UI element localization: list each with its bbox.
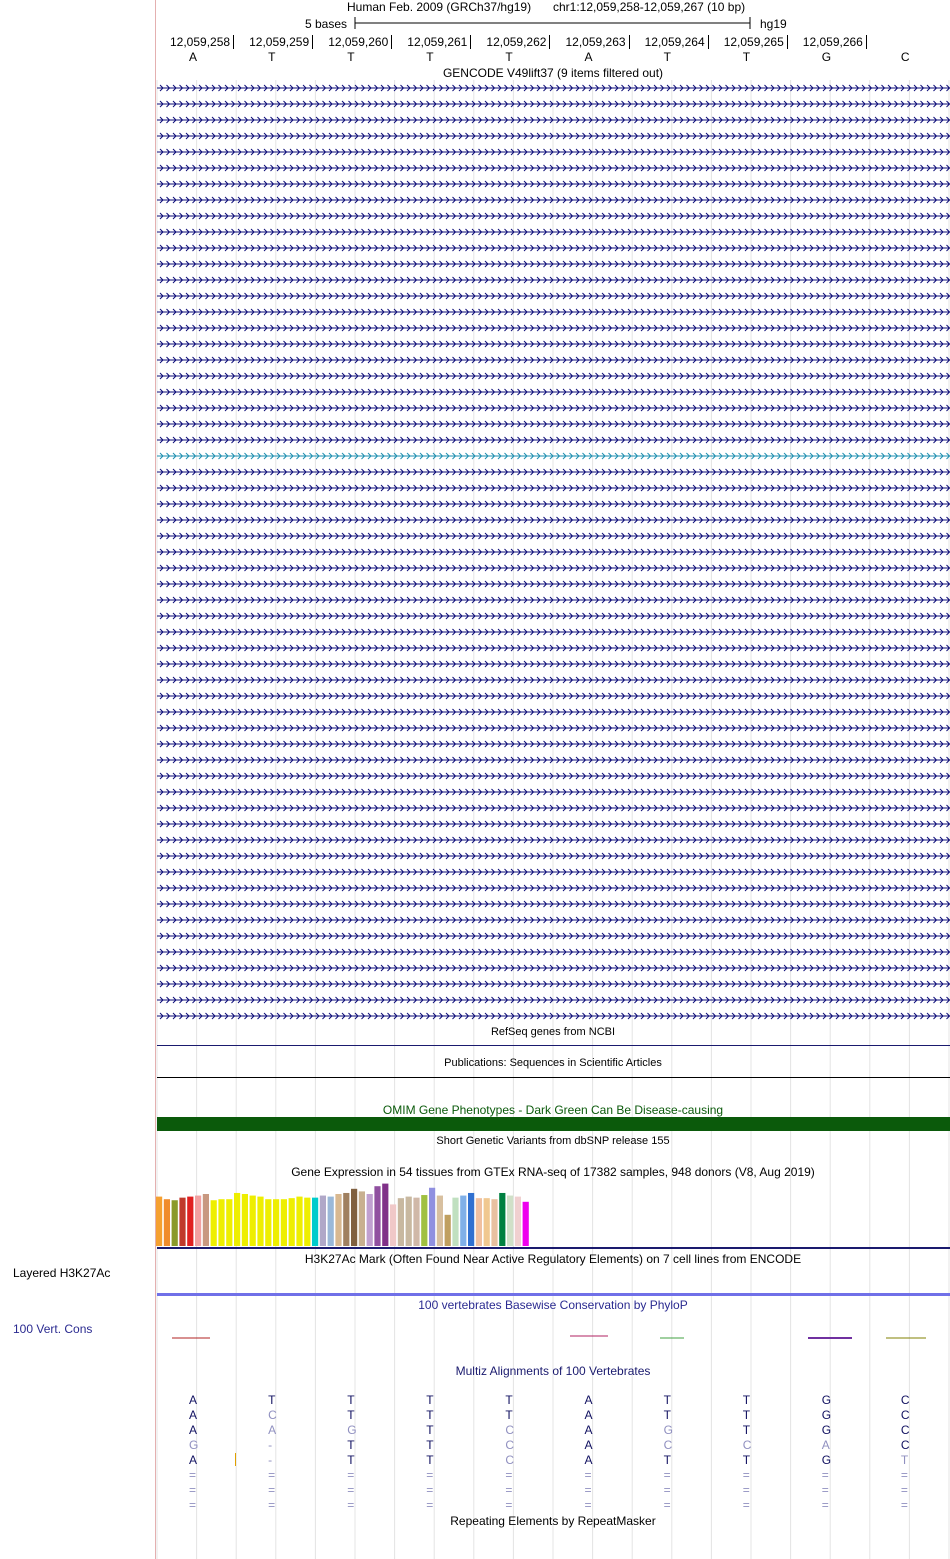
h3k27ac-title[interactable]: H3K27Ac Mark (Often Found Near Active Regulatory Elements) on 7 cell lines from ENCODE: [304, 1252, 802, 1266]
ruler-base: T: [347, 50, 355, 64]
aligned-base: T: [505, 1408, 513, 1422]
aligned-base: =: [900, 1483, 908, 1497]
aligned-base: C: [268, 1408, 277, 1422]
scale-text: 5 bases: [305, 17, 348, 31]
aligned-base: =: [742, 1498, 750, 1512]
aligned-base: T: [426, 1423, 434, 1437]
ruler-base: T: [505, 50, 513, 64]
aligned-base: T: [742, 1423, 751, 1437]
coord-label: 12,059,266: [803, 35, 867, 49]
aligned-base: C: [900, 1423, 910, 1437]
aligned-base: A: [584, 1453, 593, 1467]
position-text: chr1:12,059,258-12,059,267 (10 bp): [553, 0, 746, 14]
aligned-base: =: [426, 1498, 434, 1512]
coord-label: 12,059,261: [407, 35, 471, 49]
aligned-base: =: [268, 1498, 276, 1512]
ruler-base: A: [584, 50, 593, 64]
aligned-base: =: [268, 1483, 276, 1497]
aligned-base: =: [189, 1483, 197, 1497]
publications-title[interactable]: Publications: Sequences in Scientific Articles: [444, 1057, 662, 1069]
aligned-base: G: [663, 1423, 673, 1437]
aligned-base: C: [742, 1438, 752, 1452]
multiz-title[interactable]: Multiz Alignments of 100 Vertebrates: [455, 1364, 651, 1378]
coord-label: 12,059,263: [566, 35, 630, 49]
aligned-base: =: [663, 1498, 671, 1512]
aligned-base: T: [426, 1408, 434, 1422]
aligned-base: =: [347, 1498, 355, 1512]
aligned-base: =: [505, 1483, 513, 1497]
aligned-base: A: [584, 1393, 593, 1407]
aligned-base: C: [505, 1423, 515, 1437]
aligned-base: C: [663, 1438, 673, 1452]
assembly-text: Human Feb. 2009 (GRCh37/hg19): [347, 0, 532, 14]
aligned-base: =: [189, 1468, 197, 1482]
repeatmasker-title[interactable]: Repeating Elements by RepeatMasker: [450, 1514, 656, 1528]
aligned-base: A: [584, 1423, 593, 1437]
aligned-base: T: [347, 1453, 355, 1467]
aligned-base: =: [821, 1468, 829, 1482]
coord-label: 12,059,260: [328, 35, 392, 49]
aligned-base: C: [505, 1438, 515, 1452]
aligned-base: =: [900, 1498, 908, 1512]
aligned-base: =: [268, 1468, 276, 1482]
aligned-base: A: [268, 1423, 277, 1437]
aligned-base: C: [505, 1453, 515, 1467]
aligned-base: G: [821, 1408, 832, 1422]
coord-label: 12,059,262: [486, 35, 550, 49]
aligned-base: T: [426, 1438, 434, 1452]
aligned-base: A: [189, 1393, 198, 1407]
aligned-base: T: [742, 1453, 751, 1467]
h3k27ac-label[interactable]: Layered H3K27Ac: [13, 1266, 111, 1280]
aligned-base: T: [742, 1408, 751, 1422]
aligned-base: =: [584, 1483, 592, 1497]
aligned-base: A: [189, 1408, 198, 1422]
aligned-base: -: [268, 1453, 273, 1467]
coord-label: 12,059,259: [249, 35, 313, 49]
aligned-base: =: [426, 1468, 434, 1482]
aligned-base: C: [900, 1393, 910, 1407]
aligned-base: T: [347, 1438, 355, 1452]
coord-label: 12,059,264: [645, 35, 709, 49]
aligned-base: A: [189, 1453, 198, 1467]
gtex-title[interactable]: Gene Expression in 54 tissues from GTEx RNA-seq of 17382 samples, 948 donors (V8, Aug 2019): [291, 1165, 815, 1179]
gencode-title[interactable]: GENCODE V49lift37 (9 items filtered out): [442, 66, 664, 80]
aligned-base: =: [347, 1483, 355, 1497]
ruler-base: T: [742, 50, 751, 64]
aligned-base: =: [742, 1483, 750, 1497]
aligned-base: =: [505, 1468, 513, 1482]
aligned-base: =: [505, 1498, 513, 1512]
aligned-base: T: [663, 1408, 671, 1422]
aligned-base: =: [189, 1498, 197, 1512]
ruler-base: G: [821, 50, 832, 64]
aligned-base: T: [426, 1393, 434, 1407]
phylop-label[interactable]: 100 Vert. Cons: [13, 1322, 93, 1336]
aligned-base: =: [584, 1498, 592, 1512]
aligned-base: T: [268, 1393, 276, 1407]
elephant-gap-mark: [235, 1453, 236, 1466]
aligned-base: G: [821, 1423, 832, 1437]
ruler-base: T: [426, 50, 434, 64]
ruler-base: T: [268, 50, 276, 64]
aligned-base: T: [663, 1453, 671, 1467]
ruler-base: T: [663, 50, 671, 64]
aligned-base: G: [189, 1438, 199, 1452]
aligned-base: G: [347, 1423, 357, 1437]
aligned-base: T: [347, 1393, 355, 1407]
aligned-base: A: [189, 1423, 198, 1437]
ruler-base: C: [900, 50, 910, 64]
ruler-base: A: [189, 50, 198, 64]
phylop-title[interactable]: 100 vertebrates Basewise Conservation by PhyloP: [418, 1298, 688, 1312]
aligned-base: =: [663, 1483, 671, 1497]
aligned-base: =: [821, 1483, 829, 1497]
aligned-base: C: [900, 1408, 910, 1422]
aligned-base: G: [821, 1393, 832, 1407]
aligned-base: =: [347, 1468, 355, 1482]
aligned-base: A: [584, 1408, 593, 1422]
aligned-base: =: [900, 1468, 908, 1482]
aligned-base: C: [900, 1438, 910, 1452]
aligned-base: =: [742, 1468, 750, 1482]
coord-label: 12,059,258: [170, 35, 234, 49]
omim-title[interactable]: OMIM Gene Phenotypes - Dark Green Can Be Disease-causing: [382, 1103, 724, 1117]
aligned-base: A: [821, 1438, 830, 1452]
refseq-title[interactable]: RefSeq genes from NCBI: [490, 1026, 616, 1038]
aligned-base: =: [426, 1483, 434, 1497]
aligned-base: T: [900, 1453, 909, 1467]
dbsnp-title[interactable]: Short Genetic Variants from dbSNP release 155: [436, 1135, 670, 1147]
aligned-base: =: [584, 1468, 592, 1482]
aligned-base: T: [742, 1393, 751, 1407]
aligned-base: T: [663, 1393, 671, 1407]
db-text: hg19: [760, 17, 787, 31]
aligned-base: =: [663, 1468, 671, 1482]
aligned-base: -: [268, 1438, 273, 1452]
aligned-base: A: [584, 1438, 593, 1452]
aligned-base: T: [347, 1408, 355, 1422]
coord-label: 12,059,265: [724, 35, 788, 49]
aligned-base: G: [821, 1453, 832, 1467]
aligned-base: T: [505, 1393, 513, 1407]
aligned-base: T: [426, 1453, 434, 1467]
aligned-base: =: [821, 1498, 829, 1512]
